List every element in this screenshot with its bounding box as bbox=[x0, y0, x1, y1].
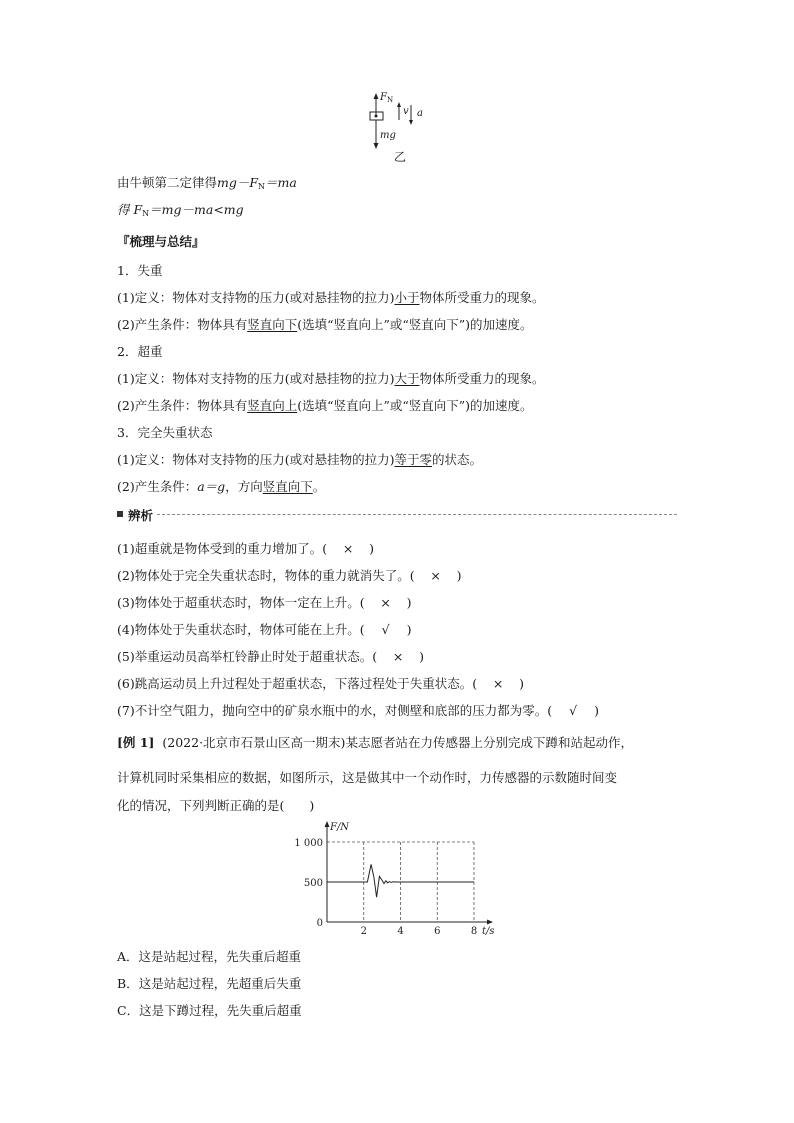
judgement-mark: × bbox=[430, 568, 441, 583]
analysis-header bbox=[117, 507, 677, 523]
derivation-line-1: 由牛顿第二定律得$mg-F_N=ma$ bbox=[117, 175, 297, 191]
y-axis-arrow bbox=[325, 821, 330, 827]
y-tick-label: 0 bbox=[316, 918, 323, 929]
answer-blank: 等于零 bbox=[394, 452, 432, 467]
judgement-item: (2)物体处于完全失重状态时，物体的重力就消失了。( × ) bbox=[117, 568, 462, 583]
section-1-title: 1．失重 bbox=[117, 263, 163, 278]
judgement-item: (5)举重运动员高举杠铃静止时处于超重状态。( × ) bbox=[117, 649, 424, 664]
derivation-line-2: 得 $F_N=mg-ma<mg$ bbox=[117, 202, 244, 218]
judgement-mark: √ bbox=[569, 703, 578, 718]
example-tag: [例 1] bbox=[117, 735, 155, 750]
mg-label: mg bbox=[380, 130, 396, 141]
example-source: (2022·北京市石景山区高一期末) bbox=[162, 735, 346, 750]
fn-sub: N bbox=[386, 96, 394, 104]
judgement-item: (6)跳高运动员上升过程处于超重状态，下落过程处于失重状态。( × ) bbox=[117, 676, 524, 691]
section-1-definition: (1)定义：物体对支持物的压力(或对悬挂物的拉力)小于物体所受重力的现象。 bbox=[117, 290, 545, 305]
section-3-title: 3．完全失重状态 bbox=[117, 425, 213, 440]
example-line-2: 计算机同时采集相应的数据，如图所示，这是做其中一个动作时，力传感器的示数随时间变 bbox=[117, 770, 618, 785]
judgement-mark: √ bbox=[381, 622, 390, 637]
judgement-item: (1)超重就是物体受到的重力增加了。( × ) bbox=[117, 541, 374, 556]
section-2-definition: (1)定义：物体对支持物的压力(或对悬挂物的拉力)大于物体所受重力的现象。 bbox=[117, 371, 545, 386]
judgement-mark: × bbox=[342, 541, 354, 556]
y-tick-label: 500 bbox=[303, 878, 323, 889]
section-2-title: 2．超重 bbox=[117, 344, 163, 359]
answer-blank: 大于 bbox=[394, 371, 420, 386]
answer-blank: 竖直向下 bbox=[247, 317, 298, 332]
section-3-condition: (2)产生条件：a＝g，方向竖直向下。 bbox=[117, 479, 326, 494]
y-tick-label: 1 000 bbox=[294, 838, 323, 849]
option-c[interactable]: C．这是下蹲过程，先失重后超重 bbox=[117, 1003, 302, 1018]
section-3-definition: (1)定义：物体对支持物的压力(或对悬挂物的拉力)等于零的状态。 bbox=[117, 452, 482, 467]
section-1-condition: (2)产生条件：物体具有竖直向下(选填“竖直向上”或“竖直向下”)的加速度。 bbox=[117, 317, 533, 332]
judgement-item: (3)物体处于超重状态时，物体一定在上升。( × ) bbox=[117, 595, 412, 610]
judgement-item: (4)物体处于失重状态时，物体可能在上升。( √ ) bbox=[117, 622, 412, 637]
x-tick-label: 2 bbox=[360, 926, 367, 936]
judgement-mark: × bbox=[492, 676, 504, 691]
x-tick-label: 4 bbox=[397, 926, 404, 936]
judgement-mark: × bbox=[380, 595, 391, 610]
y-axis-label: F/N bbox=[330, 822, 350, 833]
figure-yi bbox=[360, 92, 440, 162]
square-bullet-icon bbox=[117, 511, 123, 517]
judgement-item: (7)不计空气阻力，抛向空中的矿泉水瓶中的水，对侧壁和底部的压力都为零。( √ ) bbox=[117, 703, 599, 718]
answer-blank: 竖直向上 bbox=[247, 398, 298, 413]
judgement-mark: × bbox=[392, 649, 404, 664]
a-label: a bbox=[417, 108, 423, 119]
option-b[interactable]: B．这是站起过程，先超重后失重 bbox=[117, 976, 302, 991]
section-2-condition: (2)产生条件：物体具有竖直向上(选填“竖直向上”或“竖直向下”)的加速度。 bbox=[117, 398, 533, 413]
summary-header: 『梳理与总结』 bbox=[117, 234, 205, 249]
answer-blank: 小于 bbox=[394, 290, 420, 305]
x-tick-label: 8 bbox=[470, 926, 478, 936]
answer-blank: 竖直向下 bbox=[262, 479, 313, 494]
x-tick-label: 6 bbox=[434, 926, 441, 936]
option-a[interactable]: A．这是站起过程，先失重后超重 bbox=[117, 949, 302, 964]
figure-caption: 乙 bbox=[394, 150, 407, 164]
example-line-1: [例 1] (2022·北京市石景山区高一期末)某志愿者站在力传感器上分别完成下蹲和站起动作， bbox=[117, 735, 633, 750]
analysis-title: 辨析 bbox=[128, 508, 154, 523]
x-axis-label: t/s bbox=[482, 926, 495, 936]
x-axis-arrow bbox=[487, 920, 493, 925]
divider bbox=[157, 514, 677, 515]
force-time-chart bbox=[286, 818, 510, 936]
v-label: v bbox=[403, 106, 409, 117]
fn-label: F bbox=[380, 92, 387, 103]
example-line-3: 化的情况，下列判断正确的是( ) bbox=[117, 798, 315, 813]
